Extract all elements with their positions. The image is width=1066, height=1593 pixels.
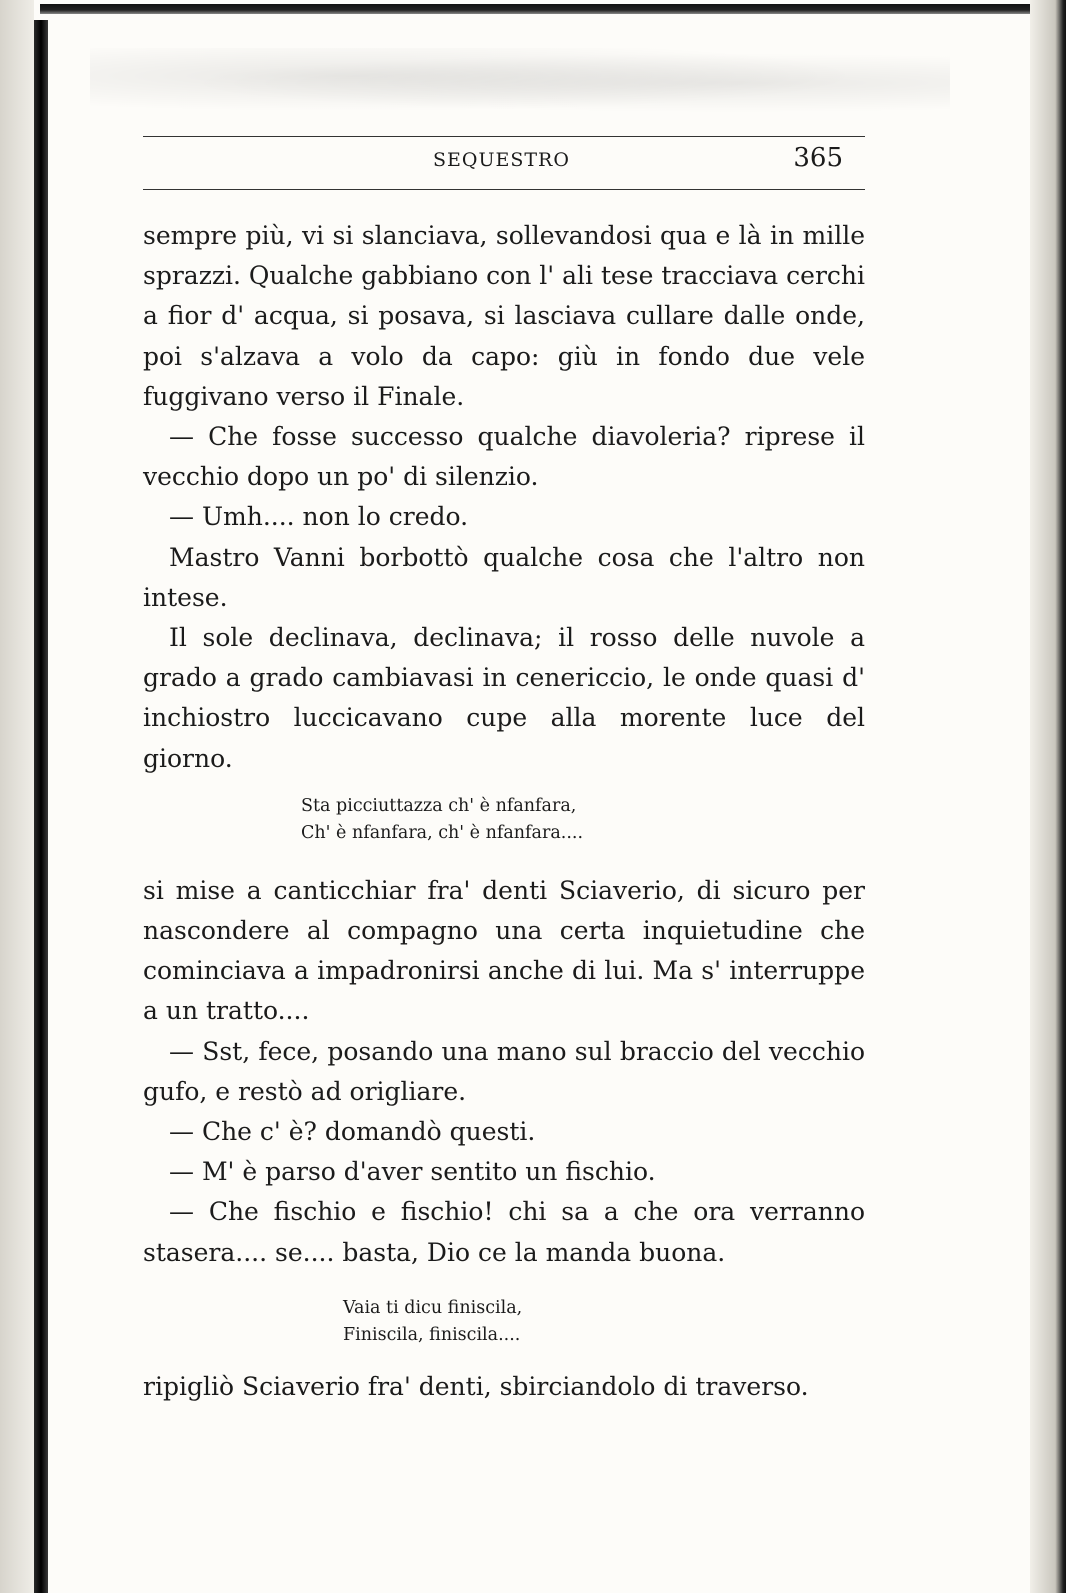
verse-line: Vaia ti dicu finiscila,	[343, 1297, 523, 1318]
paragraph: si mise a canticchiar fra' denti Sciaverio, di sicuro per nascondere al compagno una certa inquietudine che cominciava a impadronirsi anche di lui. Ma s' interruppe a un tratto....	[143, 875, 865, 1026]
body-text	[143, 216, 865, 1407]
paragraph: — Che fosse successo qualche diavoleria? riprese il vecchio dopo un po' di silenzio.	[143, 422, 865, 492]
scan-margin-left	[0, 0, 34, 1593]
verse-block	[143, 793, 865, 847]
page-number: 365	[793, 143, 843, 173]
verse-line: Ch' è nfanfara, ch' è nfanfara....	[301, 822, 584, 843]
paragraph: — Che fischio e fischio! chi sa a che ora verranno stasera.... se.... basta, Dio ce la manda buona.	[143, 1197, 865, 1267]
paragraph: — M' è parso d'aver sentito un fischio.	[169, 1157, 656, 1187]
paragraph: sempre più, vi si slanciava, sollevandosi qua e là in mille sprazzi. Qualche gabbiano con l' ali tese tracciava cerchi a fior d' acqua, si posava, si lasciava cullare dalle onde, poi s'alzava a volo da capo: giù in fondo due vele fuggivano verso il Finale.	[143, 221, 865, 411]
book-spine-edge	[34, 20, 48, 1593]
paragraph: — Che c' è? domandò questi.	[169, 1117, 536, 1147]
scan-margin-right	[1030, 0, 1066, 1593]
scan-top-edge	[40, 4, 1066, 14]
paragraph: Il sole declinava, declinava; il rosso delle nuvole a grado a grado cambiavasi in cenericcio, le onde quasi d' inchiostro luccicavano cupe alla morente luce del giorno.	[143, 623, 865, 773]
paragraph: ripigliò Sciaverio fra' denti, sbirciandolo di traverso.	[143, 1371, 809, 1401]
page-content	[143, 136, 865, 1407]
paragraph: Mastro Vanni borbottò qualche cosa che l'altro non intese.	[143, 542, 865, 612]
running-head	[143, 136, 865, 190]
scan-stain	[90, 48, 950, 118]
verse-line: Finiscila, finiscila....	[343, 1324, 521, 1345]
verse-line: Sta picciuttazza ch' è nfanfara,	[301, 795, 577, 816]
verse-block	[143, 1295, 865, 1349]
paragraph: — Sst, fece, posando una mano sul braccio del vecchio gufo, e restò ad origliare.	[143, 1036, 865, 1106]
chapter-title: SEQUESTRO	[433, 149, 570, 171]
paragraph: — Umh.... non lo credo.	[169, 502, 469, 532]
